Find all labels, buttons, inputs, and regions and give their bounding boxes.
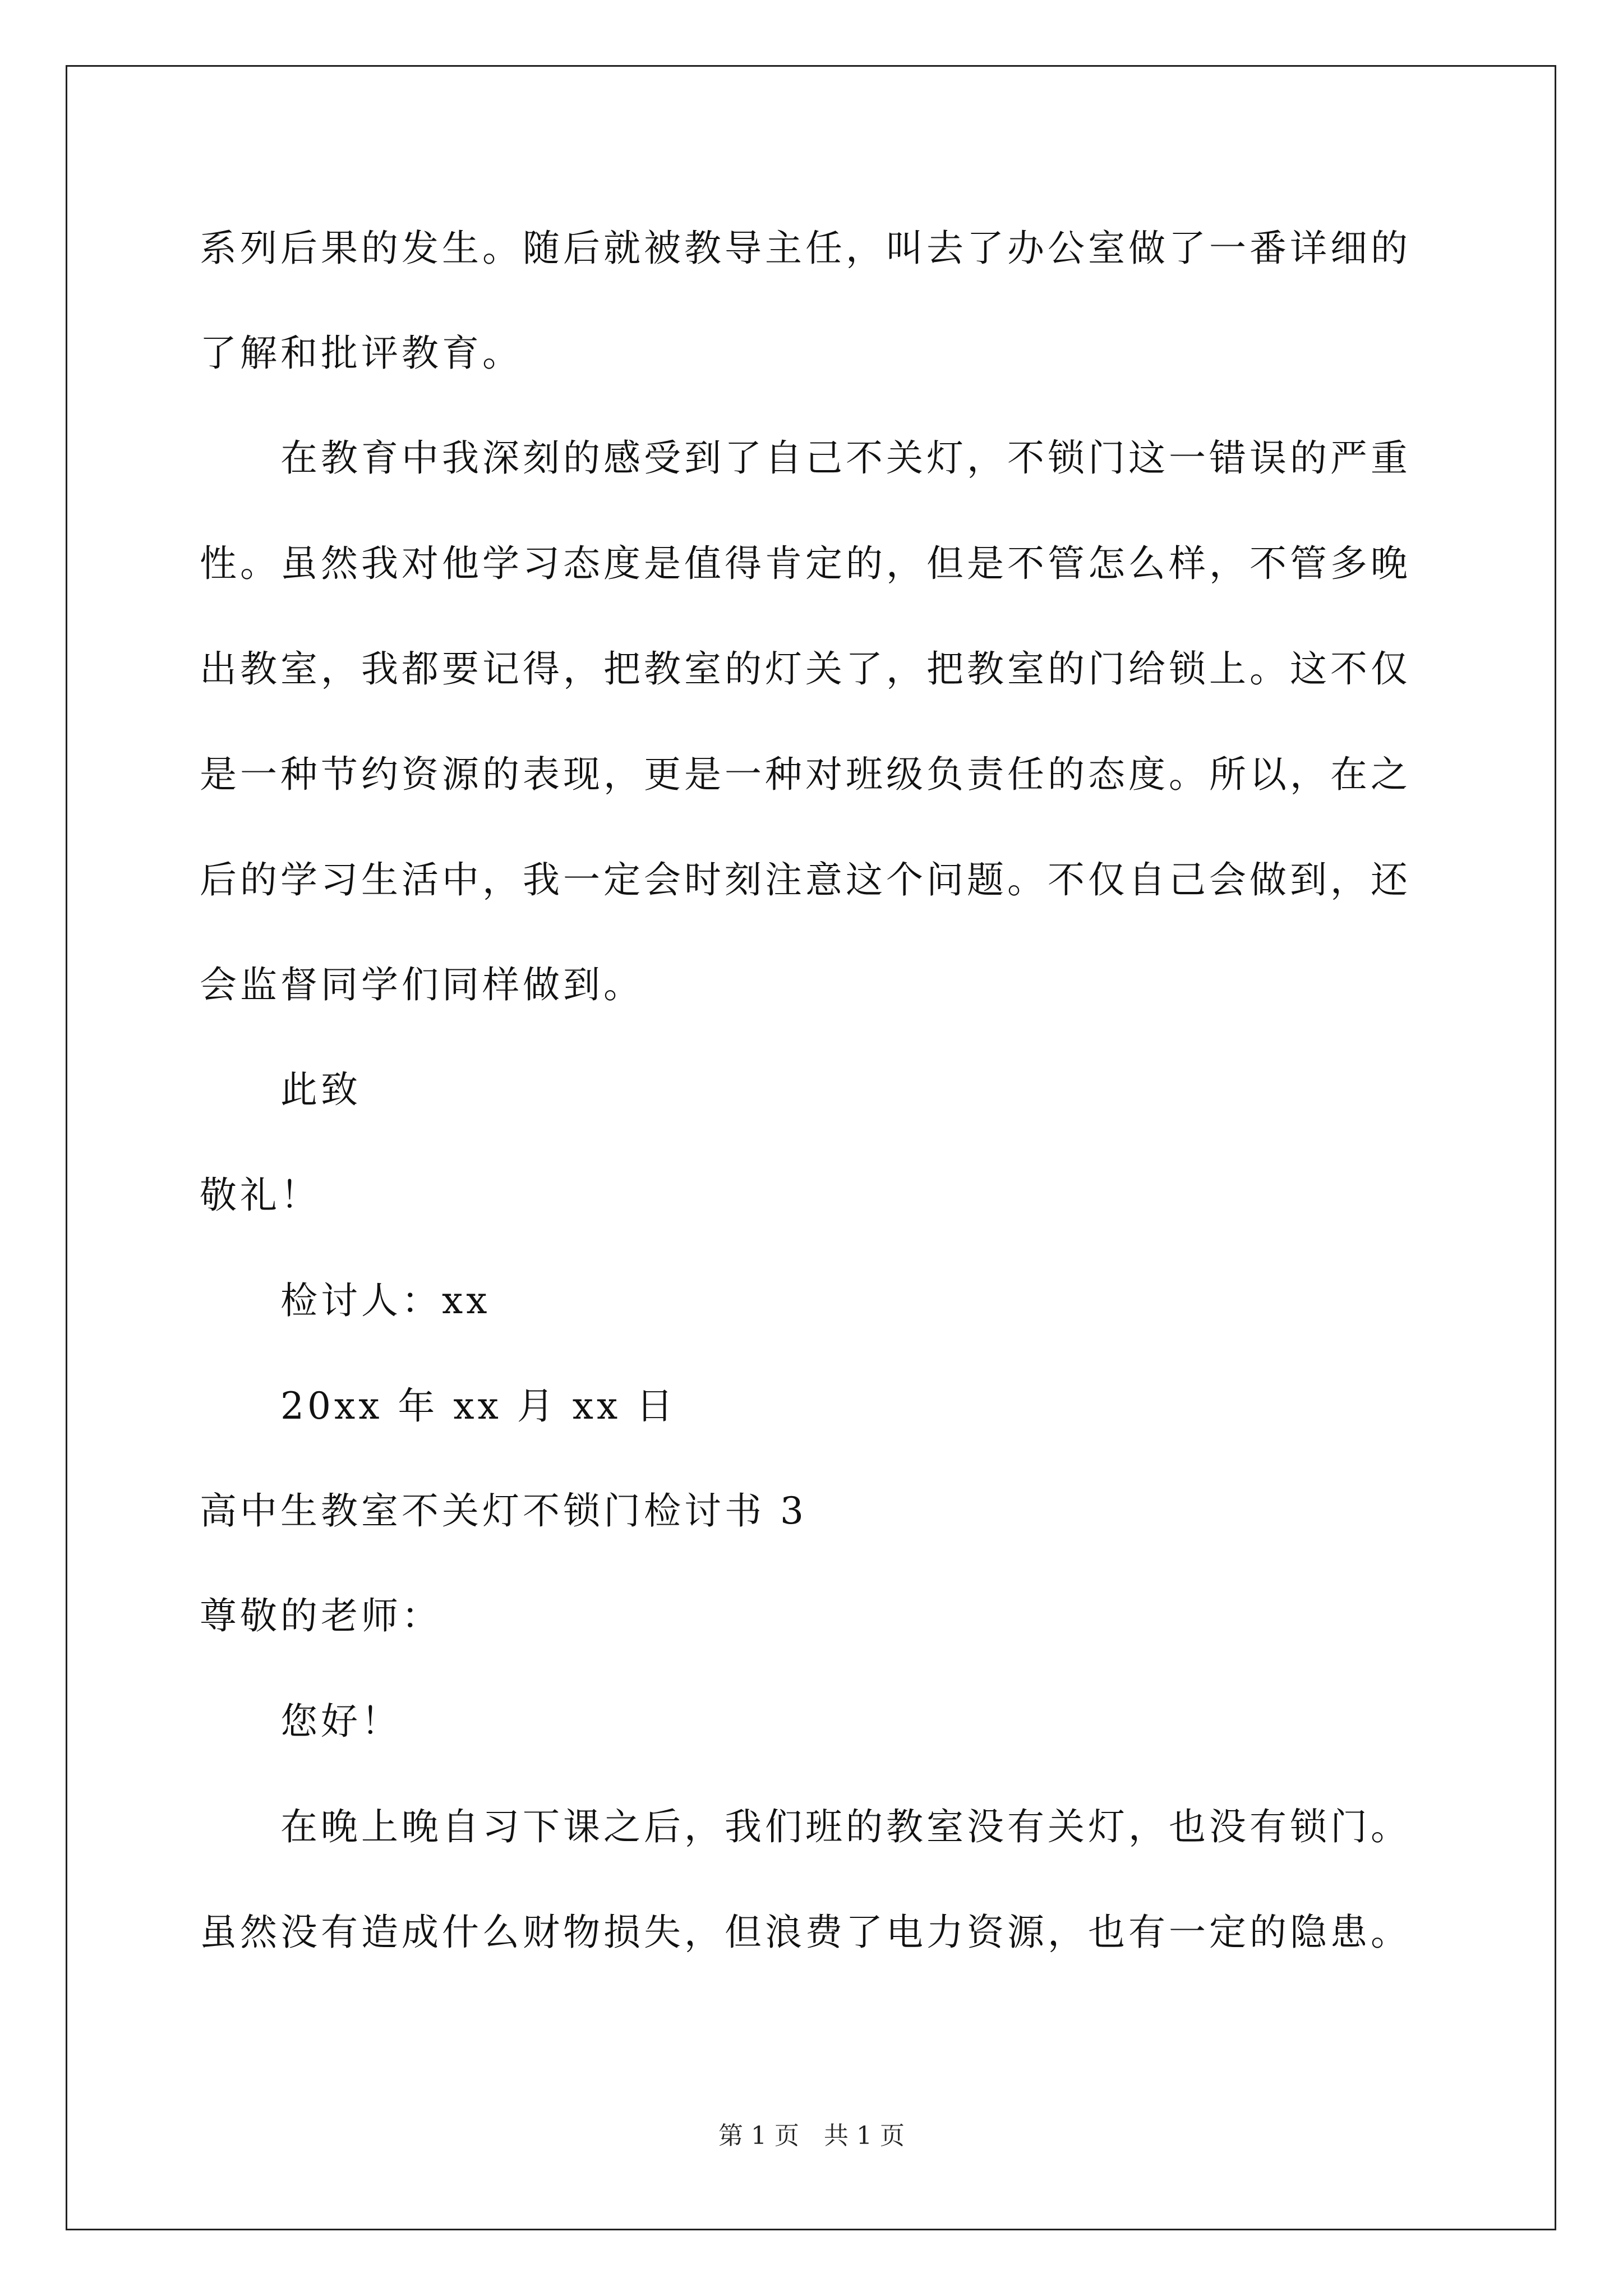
- body-line-2: 了解和批评教育。: [200, 332, 523, 375]
- closing-salutation: 此致: [280, 1068, 361, 1111]
- page-total: 共 1 页: [824, 2122, 905, 2150]
- body-line-10: 虽然没有造成什么财物损失，但浪费了电力资源，也有一定的隐患。: [200, 1911, 1411, 1954]
- body-line-8: 会监督同学们同样做到。: [200, 963, 644, 1006]
- signature-author: 检讨人：xx: [280, 1279, 491, 1322]
- page-border: [66, 65, 1556, 2230]
- body-line-3: 在教育中我深刻的感受到了自己不关灯，不锁门这一错误的严重: [280, 436, 1411, 480]
- greeting: 您好！: [280, 1700, 402, 1743]
- body-line-4: 性。虽然我对他学习态度是值得肯定的，但是不管怎么样，不管多晚: [200, 542, 1411, 585]
- closing-regards: 敬礼！: [200, 1174, 321, 1217]
- body-line-1: 系列后果的发生。随后就被教导主任，叫去了办公室做了一番详细的: [200, 227, 1411, 270]
- page-footer: [0, 2119, 1623, 2153]
- body-line-7: 后的学习生活中，我一定会时刻注意这个问题。不仅自己会做到，还: [200, 858, 1411, 901]
- body-line-5: 出教室，我都要记得，把教室的灯关了，把教室的门给锁上。这不仅: [200, 647, 1411, 691]
- greeting-recipient: 尊敬的老师：: [200, 1594, 442, 1637]
- body-line-6: 是一种节约资源的表现，更是一种对班级负责任的态度。所以，在之: [200, 753, 1411, 796]
- signature-date: 20xx 年 xx 月 xx 日: [280, 1384, 677, 1428]
- section-title: 高中生教室不关灯不锁门检讨书 3: [200, 1489, 807, 1533]
- page-number: 第 1 页: [718, 2122, 799, 2150]
- body-line-9: 在晚上晚自习下课之后，我们班的教室没有关灯，也没有锁门。: [280, 1805, 1411, 1848]
